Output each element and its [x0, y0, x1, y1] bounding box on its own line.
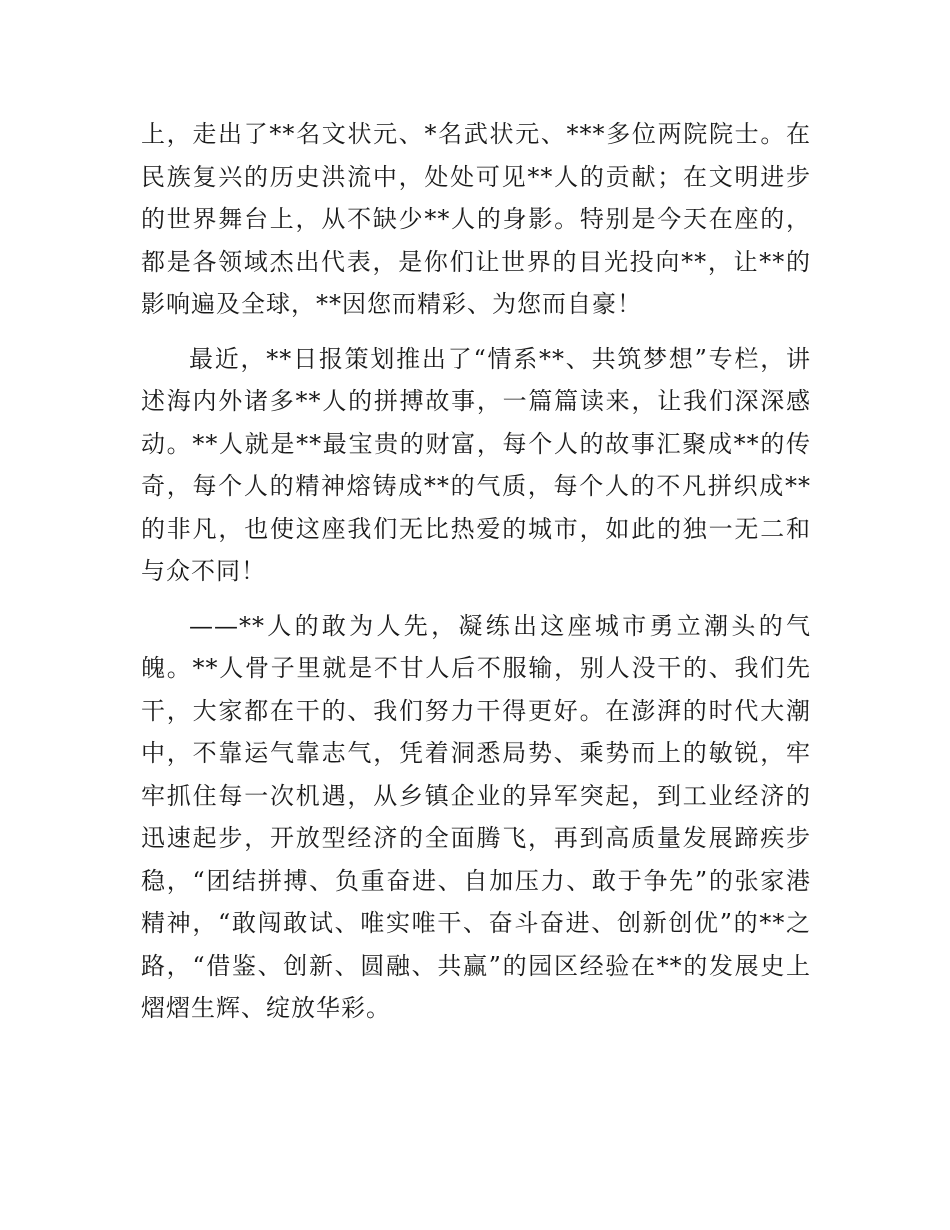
paragraph-1: 上，走出了**名文状元、*名武状元、***多位两院院士。在民族复兴的历史洪流中，处处可见**人的贡献；在文明进步的世界舞台上，从不缺少**人的身影。特别是今天在座的，都是各领域杰出代表，是你们让世界的目光投向**，让**的影响遍及全球，**因您而精彩、为您而自豪！ [141, 120, 811, 318]
document-body [141, 113, 811, 1030]
paragraph-3: ——**人的敢为人先，凝练出这座城市勇立潮头的气魄。**人骨子里就是不甘人后不服输，别人没干的、我们先干，大家都在干的、我们努力干得更好。在澎湃的时代大潮中，不靠运气靠志气，凭着洞悉局势、乘势而上的敏锐，牢牢抓住每一次机遇，从乡镇企业的异军突起，到工业经济的迅速起步，开放型经济的全面腾飞，再到高质量发展蹄疾步稳，“团结拼搏、负重奋进、自加压力、敢于争先”的张家港精神，“敢闯敢试、唯实唯干、奋斗奋进、创新创优”的**之路，“借鉴、创新、圆融、共赢”的园区经验在**的发展史上熠熠生辉、绽放华彩。 [141, 611, 811, 1022]
paragraph-2: 最近，**日报策划推出了“情系**、共筑梦想”专栏，讲述海内外诸多**人的拼搏故事，一篇篇读来，让我们深深感动。**人就是**最宝贵的财富，每个人的故事汇聚成**的传奇，每个人的精神熔铸成**的气质，每个人的不凡拼织成**的非凡，也使这座我们无比热爱的城市，如此的独一无二和与众不同！ [141, 344, 811, 585]
